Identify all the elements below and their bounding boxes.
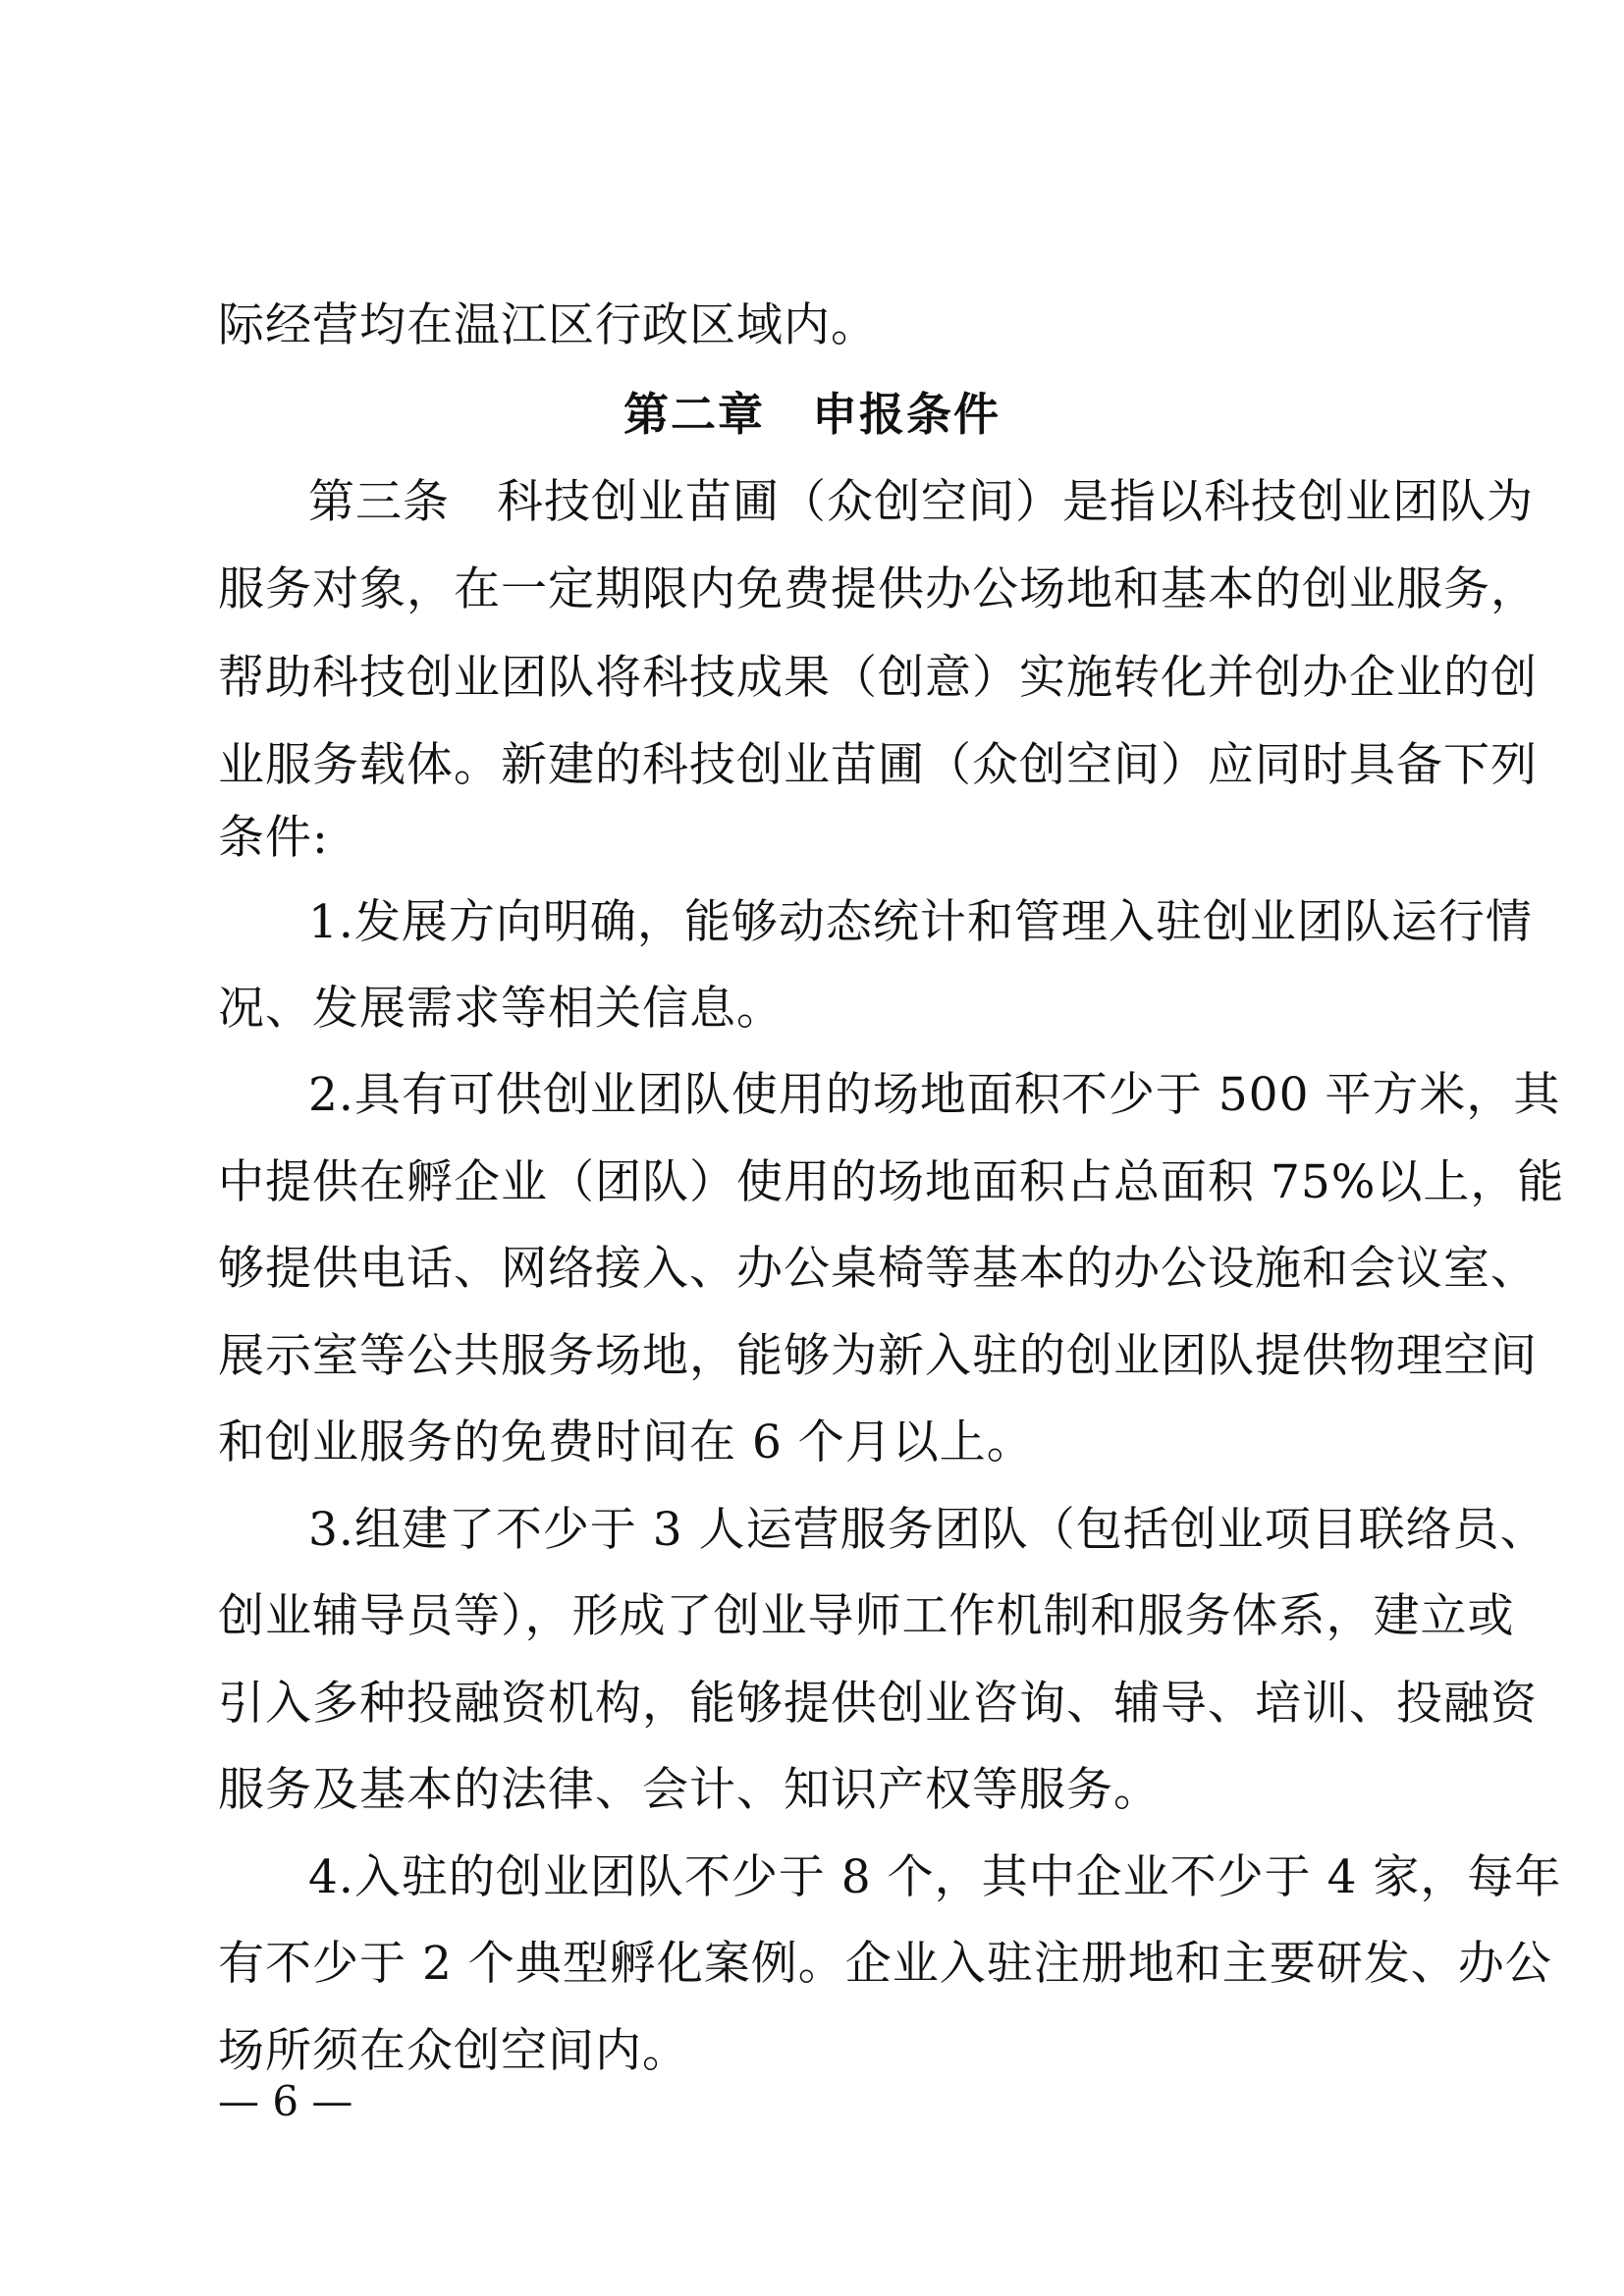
item-1-line-1: 1.发展方向明确，能够动态统计和管理入驻创业团队运行情 (308, 895, 1533, 949)
page-number: — 6 — (218, 2077, 353, 2125)
item-3-line-3: 引入多种投融资机构，能够提供创业咨询、辅导、培训、投融资 (218, 1677, 1538, 1731)
article-3-line-5: 条件: (218, 811, 329, 865)
item-3-line-2: 创业辅导员等），形成了创业导师工作机制和服务体系，建立或 (218, 1589, 1515, 1643)
article-3-line-2: 服务对象，在一定期限内免费提供办公场地和基本的创业服务， (218, 562, 1538, 616)
article-3-line-1: 第三条 科技创业苗圃（众创空间）是指以科技创业团队为 (308, 475, 1534, 529)
item-2-line-3: 够提供电话、网络接入、办公桌椅等基本的办公设施和会议室、 (218, 1242, 1538, 1296)
text-line-1: 际经营均在温江区行政区域内。 (218, 298, 878, 352)
item-3-line-4: 服务及基本的法律、会计、知识产权等服务。 (218, 1763, 1161, 1817)
item-2-line-4: 展示室等公共服务场地，能够为新入驻的创业团队提供物理空间 (218, 1329, 1538, 1383)
item-4-line-1: 4.入驻的创业团队不少于 8 个，其中企业不少于 4 家，每年 (308, 1850, 1562, 1904)
item-1-line-2: 况、发展需求等相关信息。 (218, 982, 784, 1036)
article-3-line-4: 业服务载体。新建的科技创业苗圃（众创空间）应同时具备下列 (218, 738, 1538, 792)
chapter-heading: 第二章 申报条件 (623, 388, 1001, 441)
article-3-line-3: 帮助科技创业团队将科技成果（创意）实施转化并创办企业的创 (218, 651, 1538, 705)
item-4-line-2: 有不少于 2 个典型孵化案例。企业入驻注册地和主要研发、办公 (218, 1937, 1552, 1991)
item-2-line-1: 2.具有可供创业团队使用的场地面积不少于 500 平方米，其 (308, 1068, 1561, 1122)
item-3-line-1: 3.组建了不少于 3 人运营服务团队（包括创业项目联络员、 (308, 1503, 1547, 1557)
item-2-line-5: 和创业服务的免费时间在 6 个月以上。 (218, 1415, 1034, 1469)
item-2-line-2: 中提供在孵企业（团队）使用的场地面积占总面积 75%以上，能 (218, 1155, 1565, 1209)
item-4-line-3: 场所须在众创空间内。 (218, 2024, 689, 2078)
